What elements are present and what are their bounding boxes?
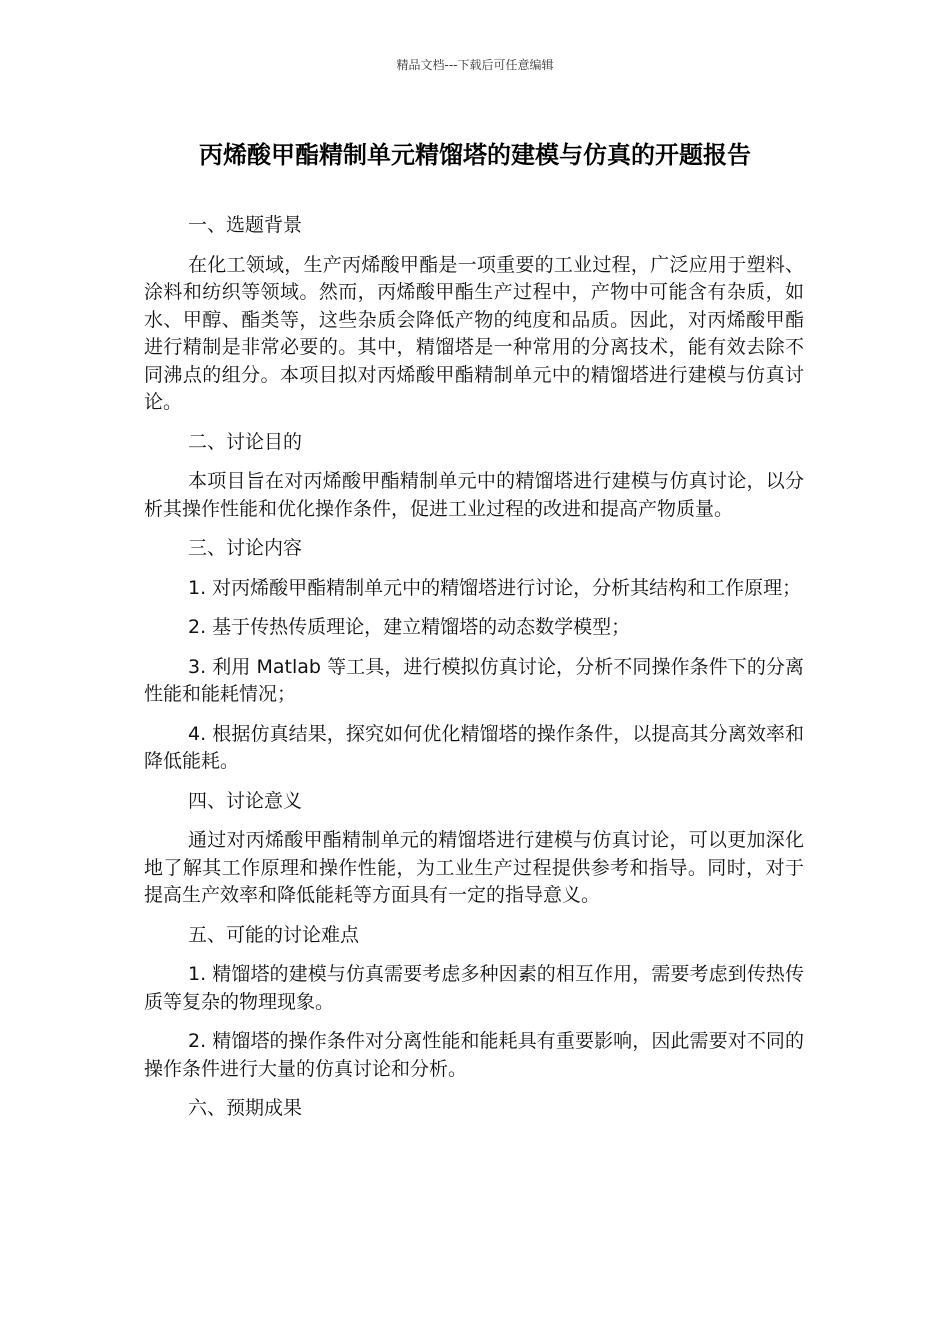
section-heading-content: 三、讨论内容: [188, 537, 303, 559]
section-heading-difficulty: 五、可能的讨论难点: [188, 923, 360, 946]
section-heading-purpose: 二、讨论目的: [188, 430, 303, 453]
list-item-content-4: 4. 根据仿真结果，探究如何优化精馏塔的操作条件，以提高其分离效率和降低能耗。: [144, 722, 804, 772]
list-item-content-3: 3. 利用 Matlab 等工具，进行模拟仿真讨论，分析不同操作条件下的分离性能和能耗情况；: [144, 655, 804, 705]
paragraph-background: 在化工领域，生产丙烯酸甲酯是一项重要的工业过程，广泛应用于塑料、涂料和纺织等领域。然而，丙烯酸甲酯生产过程中，产物中可能含有杂质，如水、甲醇、酯类等，这些杂质会降低产物的纯度和品质。因此，对丙烯酸甲酯进行精制是非常必要的。其中，精馏塔是一种常用的分离技术，能有效去除不同沸点的组分。本项目拟对丙烯酸甲酯精制单元中的精馏塔进行建模与仿真讨论。: [144, 253, 804, 413]
document-body: [144, 212, 804, 1135]
section-heading-significance: 四、讨论意义: [188, 789, 303, 812]
paragraph-significance: 通过对丙烯酸甲酯精制单元的精馏塔进行建模与仿真讨论，可以更加深化地了解其工作原理和操作性能，为工业生产过程提供参考和指导。同时，对于提高生产效率和降低能耗等方面具有一定的指导意义。: [144, 829, 804, 906]
section-heading-background: 一、选题背景: [188, 214, 303, 236]
list-item-difficulty-1: 1. 精馏塔的建模与仿真需要考虑多种因素的相互作用，需要考虑到传热传质等复杂的物理现象。: [144, 963, 804, 1013]
list-item-content-2: 2. 基于传热传质理论，建立精馏塔的动态数学模型；: [188, 616, 631, 638]
paragraph-purpose: 本项目旨在对丙烯酸甲酯精制单元中的精馏塔进行建模与仿真讨论，以分析其操作性能和优化操作条件，促进工业过程的改进和提高产物质量。: [144, 470, 804, 520]
list-item-content-1: 1. 对丙烯酸甲酯精制单元中的精馏塔进行讨论，分析其结构和工作原理；: [188, 576, 802, 599]
document-title: 丙烯酸甲酯精制单元精馏塔的建模与仿真的开题报告: [199, 141, 751, 169]
section-heading-expected: 六、预期成果: [188, 1097, 303, 1119]
list-item-difficulty-2: 2. 精馏塔的操作条件对分离性能和能耗具有重要影响，因此需要对不同的操作条件进行大量的仿真讨论和分析。: [144, 1030, 804, 1080]
header-note: 精品文档---下载后可任意编辑: [396, 58, 554, 72]
